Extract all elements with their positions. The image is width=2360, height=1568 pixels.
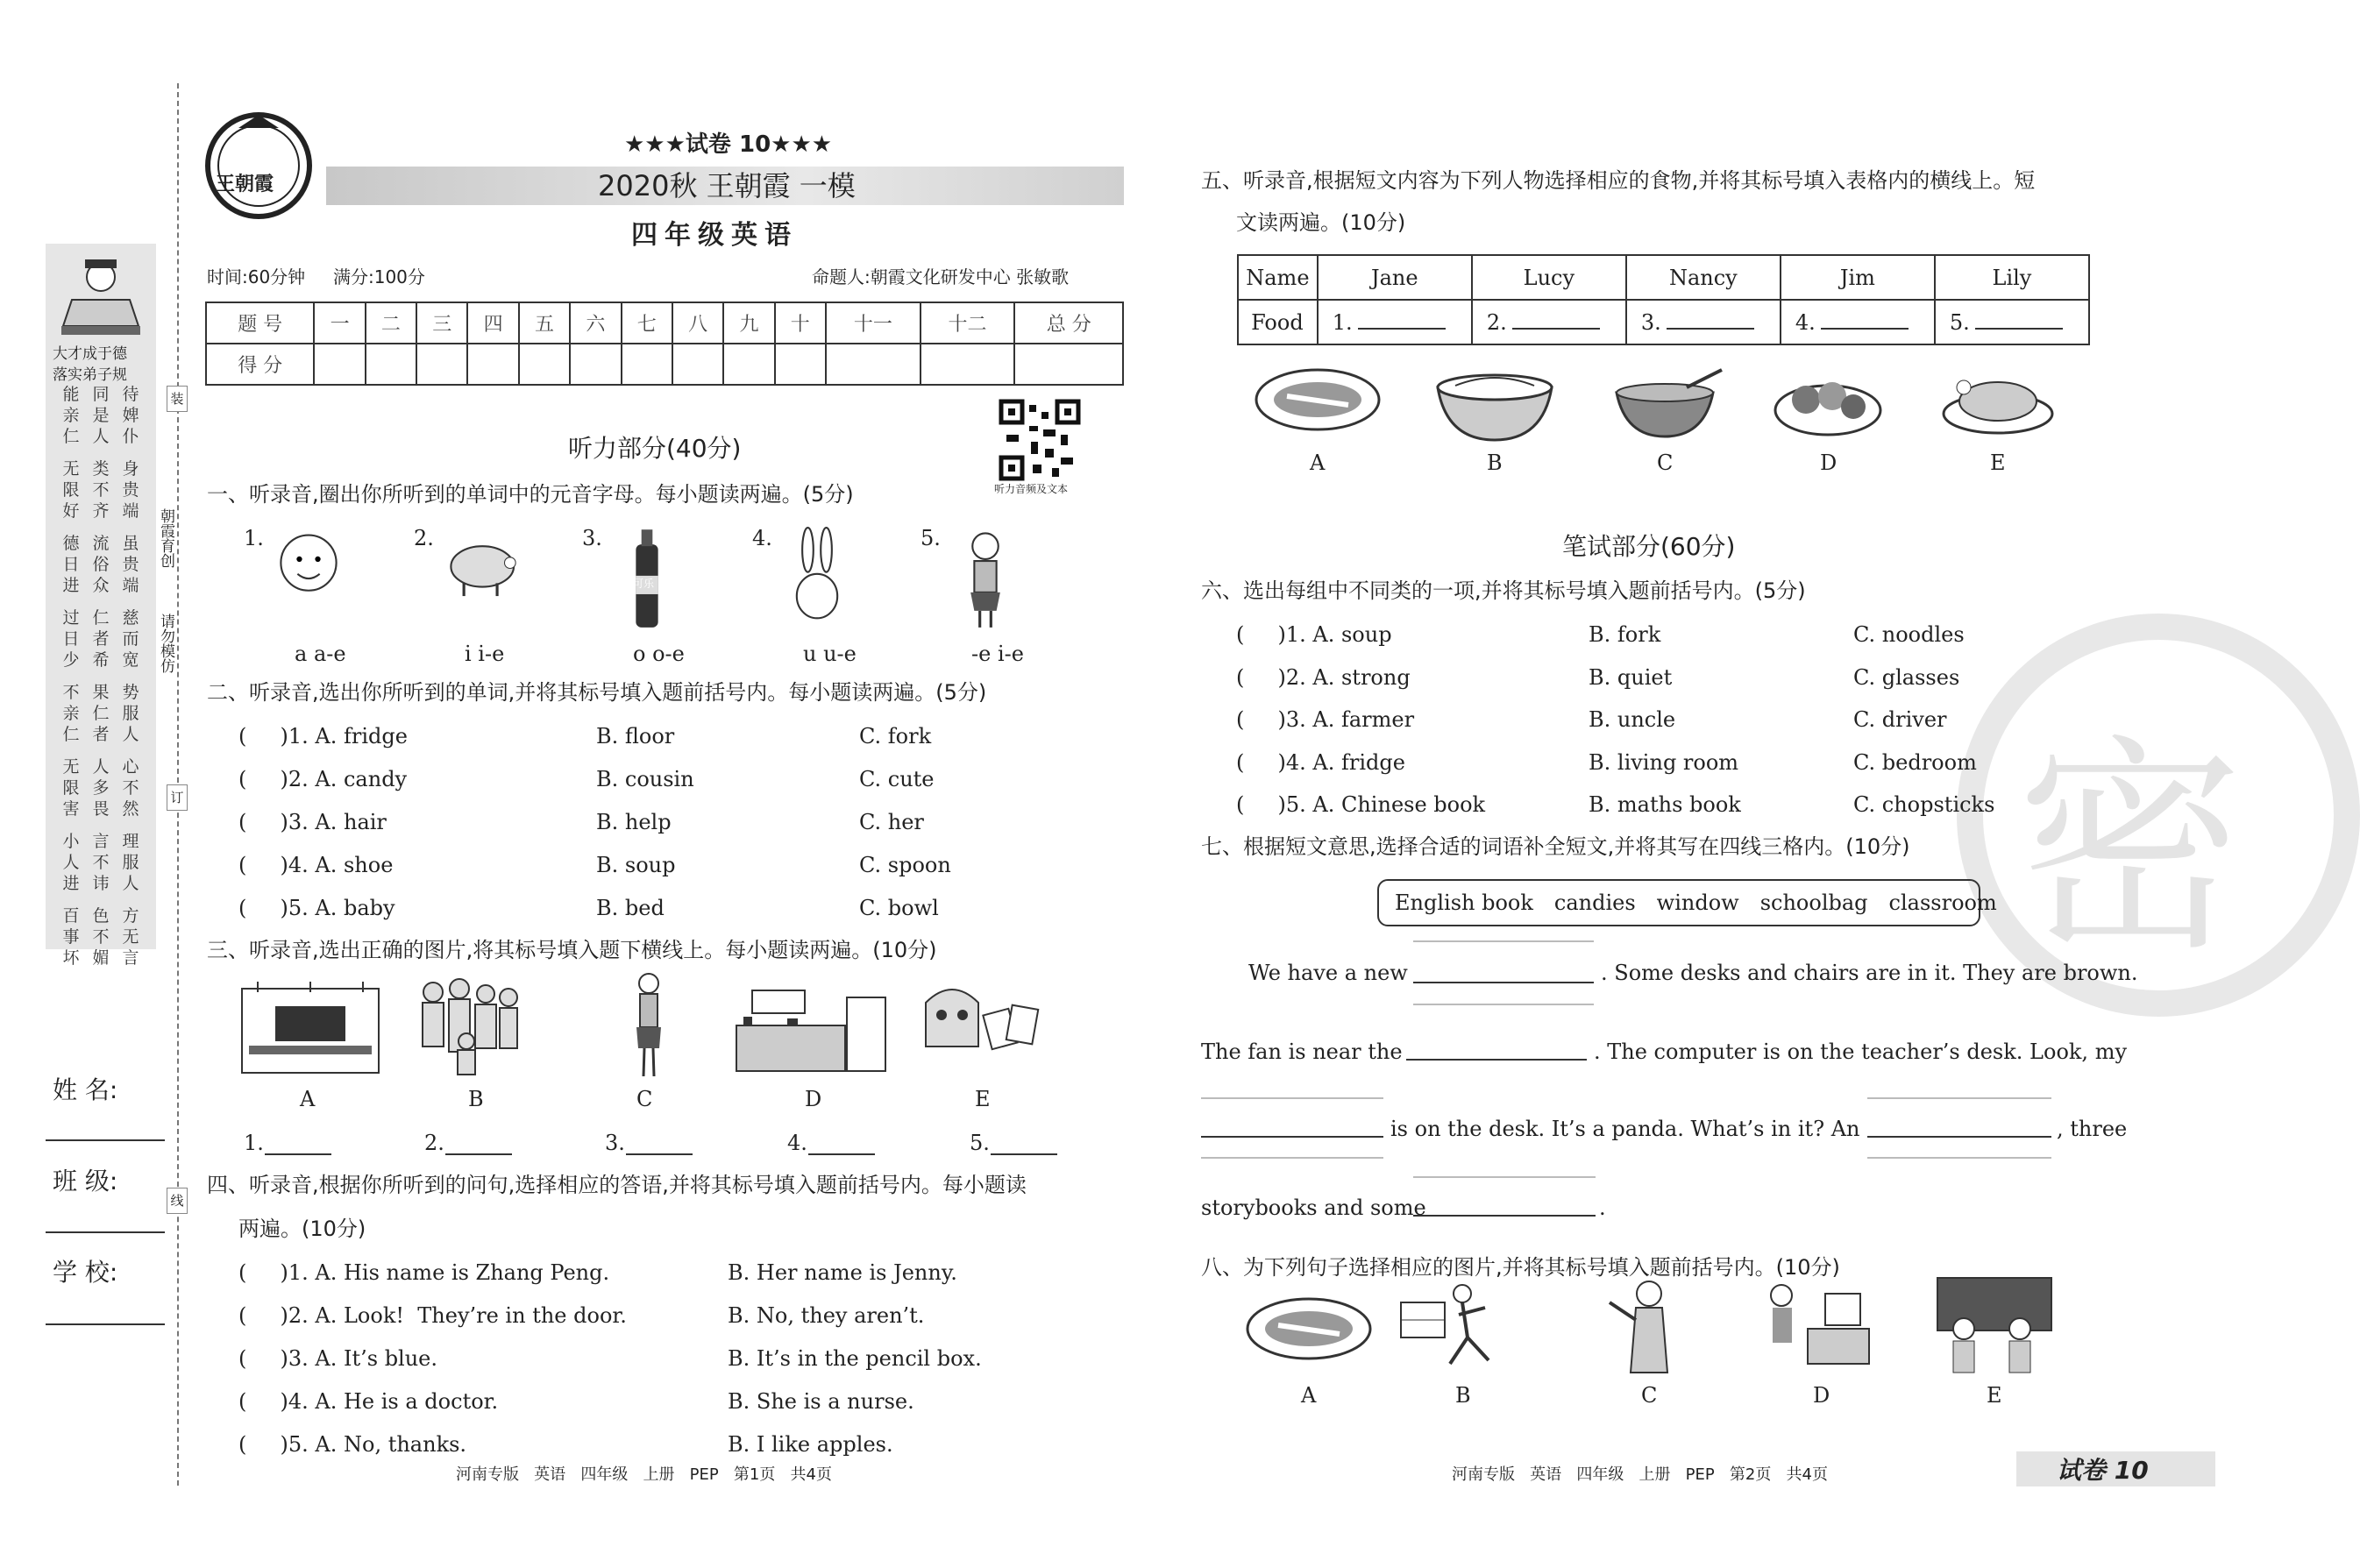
question-option: B. help — [596, 810, 672, 834]
question-option: C. noodles — [1853, 622, 1965, 647]
question-option: B. cousin — [596, 767, 694, 791]
q5-title: 五、听录音,根据短文内容为下列人物选择相应的食物,并将其标号填入表格内的横线上。短 — [1201, 168, 2036, 193]
picture-label: A — [300, 1087, 316, 1111]
blank-5[interactable] — [1413, 1215, 1596, 1217]
question-option-a: ( )3. A. It’s blue. — [238, 1346, 438, 1371]
blank-2[interactable] — [1406, 1059, 1587, 1061]
paper-tag: ★★★试卷 10★★★ — [624, 131, 833, 158]
logo-text: 王朝霞 — [216, 174, 274, 195]
row-label: Food — [1251, 309, 1304, 335]
food-picture-a — [1252, 361, 1383, 445]
qr-code-icon[interactable] — [999, 400, 1080, 480]
question-option-a: ( )2. A. Look! They’re in the door. — [238, 1303, 627, 1328]
guide-line — [1413, 1176, 1596, 1178]
word-bank — [1377, 879, 1997, 926]
sentence-picture-c — [1583, 1276, 1715, 1376]
table-cell[interactable] — [1626, 300, 1781, 344]
question-option-a: ( )1. A. His name is Zhang Peng. — [238, 1260, 610, 1285]
score-cell[interactable] — [314, 344, 365, 385]
question-option-a: ( )1. A. soup — [1236, 622, 1392, 647]
bottle-label: 可乐 — [633, 578, 655, 590]
question-option: B. maths book — [1589, 792, 1741, 817]
picture-label: D — [1820, 451, 1838, 475]
table-header-cell: Name — [1238, 255, 1318, 300]
motto-column: 百事坏 — [62, 906, 80, 968]
question-option: C. driver — [1853, 707, 1947, 732]
picture-label: E — [1990, 451, 2006, 475]
picture-label: E — [1987, 1383, 2002, 1408]
answer-blank[interactable] — [1512, 328, 1600, 330]
motto-column: 德日进 — [62, 534, 80, 595]
blank-number: 2. — [424, 1131, 444, 1155]
sentence-picture-e — [1929, 1276, 2060, 1376]
table-header-cell: Jane — [1318, 255, 1472, 300]
motto-column: 人多畏 — [92, 757, 110, 819]
picture-label: C — [636, 1087, 653, 1111]
score-cell[interactable] — [366, 344, 416, 385]
score-cell[interactable] — [519, 344, 570, 385]
score-column-header: 十二 — [921, 302, 1015, 344]
table-header-cell: Jim — [1781, 255, 1935, 300]
answer-blank[interactable] — [991, 1153, 1057, 1155]
q1-vowel-options: i i-e — [465, 642, 505, 666]
guide-line — [1867, 1157, 2051, 1159]
slogan-2: 落实弟子规 — [53, 366, 127, 384]
blank-number: 5. — [970, 1131, 990, 1155]
footer-tag: 试卷 10 — [2057, 1456, 2149, 1485]
blank-number: 1. — [244, 1131, 264, 1155]
question-option: C. her — [859, 810, 924, 834]
scholar-icon — [46, 247, 156, 344]
picture-label: D — [805, 1087, 822, 1111]
q1-item-number: 3. — [582, 526, 602, 550]
table-cell[interactable] — [1935, 300, 2089, 344]
motto-column: 过日少 — [62, 608, 80, 670]
classroom-picture — [240, 980, 380, 1076]
footer-left: 河南专版 英语 四年级 上册 PEP 第1页 共4页 — [456, 1465, 832, 1484]
question-option-a: ( )4. A. He is a doctor. — [238, 1389, 499, 1414]
guide-line — [1867, 1097, 2051, 1099]
food-picture-b — [1429, 361, 1560, 445]
word-bank-item[interactable]: schoolbag — [1759, 890, 1868, 915]
motto-column: 无限好 — [62, 459, 80, 521]
motto-column: 言不讳 — [92, 832, 110, 893]
picture-label: A — [1310, 451, 1326, 475]
pig-icon — [437, 526, 521, 629]
question-option: B. uncle — [1589, 707, 1676, 732]
name-line[interactable] — [46, 1139, 165, 1141]
picture-label: E — [975, 1087, 991, 1111]
score-row2-label: 得 分 — [206, 344, 314, 385]
question-option-a: ( )2. A. strong — [1236, 664, 1411, 690]
passage-line-3b: , three — [2057, 1117, 2128, 1141]
picture-label: B — [1455, 1383, 1471, 1408]
passage-line-3a: is on the desk. It’s a panda. What’s in it? An — [1390, 1117, 1860, 1141]
score-column-header: 一 — [314, 302, 365, 344]
question-option: B. quiet — [1589, 664, 1673, 690]
answer-number: 1. — [1332, 309, 1353, 335]
picture-label: B — [1487, 451, 1503, 475]
passage-line-1b: . Some desks and chairs are in it. They are brown. — [1601, 961, 2138, 985]
answer-number: 2. — [1486, 309, 1507, 335]
question-option-a: ( )1. A. fridge — [238, 724, 408, 749]
motto-column: 方无言 — [122, 906, 139, 968]
motto-column: 心不然 — [122, 757, 139, 819]
passage-line-2b: . The computer is on the teacher’s desk. Look, my — [1594, 1039, 2128, 1064]
answer-blank[interactable] — [265, 1153, 331, 1155]
slogan-1: 大才成于德 — [53, 345, 127, 363]
q1-vowel-options: o o-e — [633, 642, 685, 666]
word-bank-item[interactable]: candies — [1553, 890, 1636, 915]
bind-chip-3: 线 — [167, 1188, 188, 1214]
class-label: 班 级: — [53, 1167, 118, 1196]
kitchen-picture — [735, 982, 887, 1073]
answer-blank[interactable] — [1667, 328, 1754, 330]
score-cell[interactable] — [826, 344, 921, 385]
girl-picture — [633, 971, 665, 1078]
motto-sidebar — [46, 244, 156, 968]
question-option: C. bedroom — [1853, 749, 1977, 775]
score-column-header: 九 — [723, 302, 774, 344]
passage-line-2a: The fan is near the — [1201, 1039, 1403, 1064]
score-column-header: 七 — [622, 302, 672, 344]
writing-section-title: 笔试部分(60分) — [1562, 532, 1736, 561]
question-option: C. bowl — [859, 896, 939, 920]
q8-title: 八、为下列句子选择相应的图片,并将其标号填入题前括号内。(10分) — [1201, 1255, 1840, 1280]
q1-item-number: 1. — [244, 526, 264, 550]
score-cell[interactable] — [416, 344, 467, 385]
motto-column: 身贵端 — [122, 459, 139, 521]
motto-column: 待婢仆 — [122, 385, 139, 446]
table-cell[interactable] — [1472, 300, 1626, 344]
question-option: B. living room — [1589, 749, 1739, 775]
score-column-header: 三 — [416, 302, 467, 344]
side-note-2: 请勿模仿 — [157, 614, 174, 673]
question-option: C. cute — [859, 767, 935, 791]
guide-line — [1413, 940, 1594, 942]
guide-line — [1201, 1097, 1383, 1099]
subject-title: 四年级英语 — [631, 220, 798, 251]
passage-line-4a: storybooks and some — [1201, 1196, 1426, 1220]
word-bank-item[interactable]: English book — [1395, 890, 1533, 915]
question-option: B. She is a nurse. — [728, 1389, 914, 1414]
score-cell[interactable] — [467, 344, 518, 385]
guide-line — [1413, 1004, 1594, 1005]
table-cell — [1238, 300, 1318, 344]
q1-vowel-options: a a-e — [295, 642, 346, 666]
bind-chip-1: 装 — [167, 386, 188, 412]
motto-column: 慈而宽 — [122, 608, 139, 670]
q1-vowel-options: -e i-e — [971, 642, 1024, 666]
motto-column: 流俗众 — [92, 534, 110, 595]
bind-chip-2: 订 — [167, 784, 188, 811]
family-picture — [416, 975, 521, 1078]
q1-item-number: 4. — [752, 526, 772, 550]
q4-title-cont: 两遍。(10分) — [238, 1217, 366, 1241]
picture-label: B — [468, 1087, 484, 1111]
motto-column: 无限害 — [62, 757, 80, 819]
brand-logo-icon — [203, 110, 314, 221]
food-picture-d — [1762, 361, 1894, 445]
question-option-a: ( )2. A. candy — [238, 767, 408, 791]
question-option-a: ( )3. A. farmer — [1236, 707, 1415, 732]
sentence-picture-d — [1755, 1276, 1887, 1376]
question-option: B. fork — [1589, 622, 1661, 647]
answer-number: 5. — [1949, 309, 1970, 335]
answer-blank[interactable] — [1358, 328, 1446, 330]
blank-3[interactable] — [1201, 1136, 1383, 1138]
motto-column: 同是人 — [92, 385, 110, 446]
question-option: B. soup — [596, 853, 676, 877]
boy-face-icon — [267, 526, 351, 629]
question-option: C. chopsticks — [1853, 792, 1995, 817]
score-row-label: 题 号 — [206, 302, 314, 344]
q1-item-number: 2. — [414, 526, 434, 550]
score-cell[interactable] — [672, 344, 723, 385]
class-line[interactable] — [46, 1231, 165, 1233]
watermark-text: 密 — [2016, 717, 2244, 982]
table-header-cell: Nancy — [1626, 255, 1781, 300]
table-cell[interactable] — [1781, 300, 1935, 344]
motto-column: 果仁者 — [92, 683, 110, 744]
q2-title: 二、听录音,选出你所听到的单词,并将其标号填入题前括号内。每小题读两遍。(5分) — [207, 680, 987, 705]
score-column-header: 四 — [467, 302, 518, 344]
q5-title-cont: 文读两遍。(10分) — [1236, 210, 1406, 235]
question-option: B. No, they aren’t. — [728, 1303, 925, 1328]
question-option-a: ( )5. A. baby — [238, 896, 395, 920]
question-option: B. bed — [596, 896, 665, 920]
question-option: B. floor — [596, 724, 675, 749]
rabbit-icon — [775, 526, 859, 629]
motto-column: 色不媚 — [92, 906, 110, 968]
motto-column: 能亲仁 — [62, 385, 80, 446]
table-header-cell: Lucy — [1472, 255, 1626, 300]
food-picture-e — [1932, 361, 2064, 445]
question-option-a: ( )4. A. shoe — [238, 853, 394, 877]
picture-label: C — [1641, 1383, 1658, 1408]
answer-blank[interactable] — [445, 1153, 512, 1155]
sentence-picture-b — [1397, 1276, 1529, 1376]
question-option: C. glasses — [1853, 664, 1960, 690]
q1-title: 一、听录音,圈出你所听到的单词中的元音字母。每小题读两遍。(5分) — [207, 482, 854, 507]
score-column-header: 十一 — [826, 302, 921, 344]
score-column-header: 六 — [570, 302, 621, 344]
girl-icon — [943, 526, 1027, 629]
side-note-1: 朝霞育创 — [157, 508, 174, 568]
schoolbag-picture — [917, 976, 1048, 1068]
score-table — [205, 302, 1124, 386]
answer-blank[interactable] — [626, 1153, 693, 1155]
blank-number: 3. — [605, 1131, 625, 1155]
score-label: 满分:100分 — [333, 266, 425, 287]
exam-title: 2020秋 王朝霞 一模 — [598, 169, 856, 202]
word-bank-item[interactable]: window — [1656, 890, 1739, 915]
q1-vowel-options: u u-e — [803, 642, 857, 666]
footer-right: 河南专版 英语 四年级 上册 PEP 第2页 共4页 — [1452, 1465, 1828, 1484]
blank-4[interactable] — [1867, 1136, 2051, 1138]
question-option-a: ( )3. A. hair — [238, 810, 387, 834]
picture-label: A — [1301, 1383, 1317, 1408]
q3-title: 三、听录音,选出正确的图片,将其标号填入题下横线上。每小题读两遍。(10分) — [207, 938, 937, 962]
passage-line-4b: . — [1599, 1196, 1606, 1220]
question-option-a: ( )4. A. fridge — [1236, 749, 1405, 775]
score-column-header: 十 — [775, 302, 826, 344]
passage-line-1a: We have a new — [1248, 961, 1408, 985]
score-column-header: 总 分 — [1014, 302, 1123, 344]
sentence-picture-a — [1243, 1276, 1375, 1376]
food-picture-c — [1599, 361, 1731, 445]
table-cell[interactable] — [1318, 300, 1472, 344]
score-column-header: 八 — [672, 302, 723, 344]
score-column-header: 五 — [519, 302, 570, 344]
answer-blank[interactable] — [1821, 328, 1909, 330]
score-cell[interactable] — [570, 344, 621, 385]
question-option: B. I like apples. — [728, 1432, 893, 1457]
motto-column: 势服人 — [122, 683, 139, 744]
q7-title: 七、根据短文意思,选择合适的词语补全短文,并将其写在四线三格内。(10分) — [1201, 834, 1910, 859]
guide-line — [1201, 1157, 1383, 1159]
motto-column: 类不齐 — [92, 459, 110, 521]
score-cell[interactable] — [921, 344, 1015, 385]
answer-number: 4. — [1795, 309, 1816, 335]
answer-number: 3. — [1640, 309, 1661, 335]
score-cell[interactable] — [622, 344, 672, 385]
motto-column: 不亲仁 — [62, 683, 80, 744]
motto-column: 理服人 — [122, 832, 139, 893]
blank-number: 4. — [787, 1131, 807, 1155]
motto-column: 小人进 — [62, 832, 80, 893]
question-option-a: ( )5. A. No, thanks. — [238, 1432, 467, 1457]
picture-label: D — [1813, 1383, 1830, 1408]
food-table — [1237, 254, 2090, 345]
score-column-header: 二 — [366, 302, 416, 344]
question-option: B. Her name is Jenny. — [728, 1260, 957, 1285]
answer-blank[interactable] — [808, 1153, 875, 1155]
q1-item-number: 5. — [921, 526, 941, 550]
question-option: C. spoon — [859, 853, 951, 877]
score-cell[interactable] — [775, 344, 826, 385]
motto-column: 仁者希 — [92, 608, 110, 670]
author-label: 命题人:朝霞文化研发中心 张敏歌 — [812, 266, 1070, 287]
time-label: 时间:60分钟 — [207, 266, 306, 287]
question-option-a: ( )5. A. Chinese book — [1236, 792, 1486, 817]
q4-title: 四、听录音,根据你所听到的问句,选择相应的答语,并将其标号填入题前括号内。每小题读 — [207, 1173, 1027, 1197]
school-label: 学 校: — [53, 1258, 118, 1287]
score-cell[interactable] — [723, 344, 774, 385]
qr-caption: 听力音频及文本 — [994, 483, 1069, 495]
word-bank-item[interactable]: classroom — [1888, 890, 1997, 915]
answer-blank[interactable] — [1975, 328, 2063, 330]
picture-label: C — [1657, 451, 1674, 475]
table-header-cell: Lily — [1935, 255, 2089, 300]
school-line[interactable] — [46, 1323, 165, 1325]
listening-section-title: 听力部分(40分) — [568, 434, 742, 463]
question-option: C. fork — [859, 724, 932, 749]
question-option: B. It’s in the pencil box. — [728, 1346, 982, 1371]
name-label: 姓 名: — [53, 1075, 118, 1104]
score-cell[interactable] — [1014, 344, 1123, 385]
motto-column: 虽贵端 — [122, 534, 139, 595]
q6-title: 六、选出每组中不同类的一项,并将其标号填入题前括号内。(5分) — [1201, 578, 1806, 603]
blank-1[interactable] — [1413, 982, 1594, 983]
